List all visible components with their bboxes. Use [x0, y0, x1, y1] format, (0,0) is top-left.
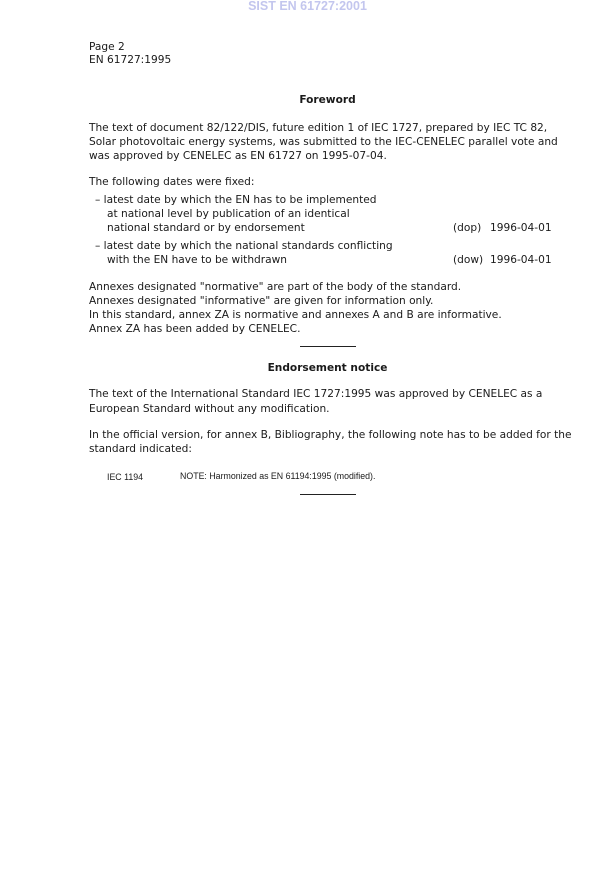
- foreword-text-line: The text of document 82/122/DIS, future edition 1 of IEC 1727, prepared by IEC TC 82,: [89, 122, 548, 134]
- annex-line: In this standard, annex ZA is normative and annexes A and B are informative.: [89, 309, 502, 321]
- date-item-line: – latest date by which the national standards conflicting: [95, 240, 393, 252]
- section-divider: [300, 346, 356, 347]
- document-id: EN 61727:1995: [89, 54, 172, 66]
- annex-line: Annex ZA has been added by CENELEC.: [89, 323, 301, 335]
- date-item-line: national standard or by endorsement: [107, 222, 305, 234]
- annex-line: Annexes designated "informative" are given for information only.: [89, 295, 434, 307]
- foreword-text-line: was approved by CENELEC as EN 61727 on 1995-07-04.: [89, 150, 387, 162]
- dates-intro: The following dates were fixed:: [89, 176, 255, 188]
- date-value: 1996-04-01: [490, 254, 552, 266]
- endorsement-text-line: The text of the International Standard IEC 1727:1995 was approved by CENELEC as a: [89, 388, 543, 400]
- endorsement-text-line: European Standard without any modification.: [89, 403, 330, 415]
- date-value: 1996-04-01: [490, 222, 552, 234]
- note-text: NOTE: Harmonized as EN 61194:1995 (modified).: [180, 471, 376, 481]
- date-code: (dop): [453, 222, 482, 234]
- date-item-line: at national level by publication of an identical: [107, 208, 350, 220]
- endorsement-text-line: In the official version, for annex B, Bibliography, the following note has to be added for the: [89, 429, 572, 441]
- section-divider: [300, 494, 356, 495]
- endorsement-heading: Endorsement notice: [267, 362, 388, 374]
- annex-line: Annexes designated "normative" are part of the body of the standard.: [89, 281, 462, 293]
- endorsement-text-line: standard indicated:: [89, 443, 192, 455]
- page-number: Page 2: [89, 41, 125, 53]
- date-item-line: – latest date by which the EN has to be implemented: [95, 194, 377, 206]
- foreword-text-line: Solar photovoltaic energy systems, was submitted to the IEC-CENELEC parallel vote and: [89, 136, 558, 148]
- note-reference: IEC 1194: [107, 472, 144, 482]
- foreword-heading: Foreword: [299, 94, 356, 106]
- date-code: (dow): [453, 254, 484, 266]
- date-item-line: with the EN have to be withdrawn: [107, 254, 287, 266]
- watermark: SIST EN 61727:2001: [248, 0, 367, 13]
